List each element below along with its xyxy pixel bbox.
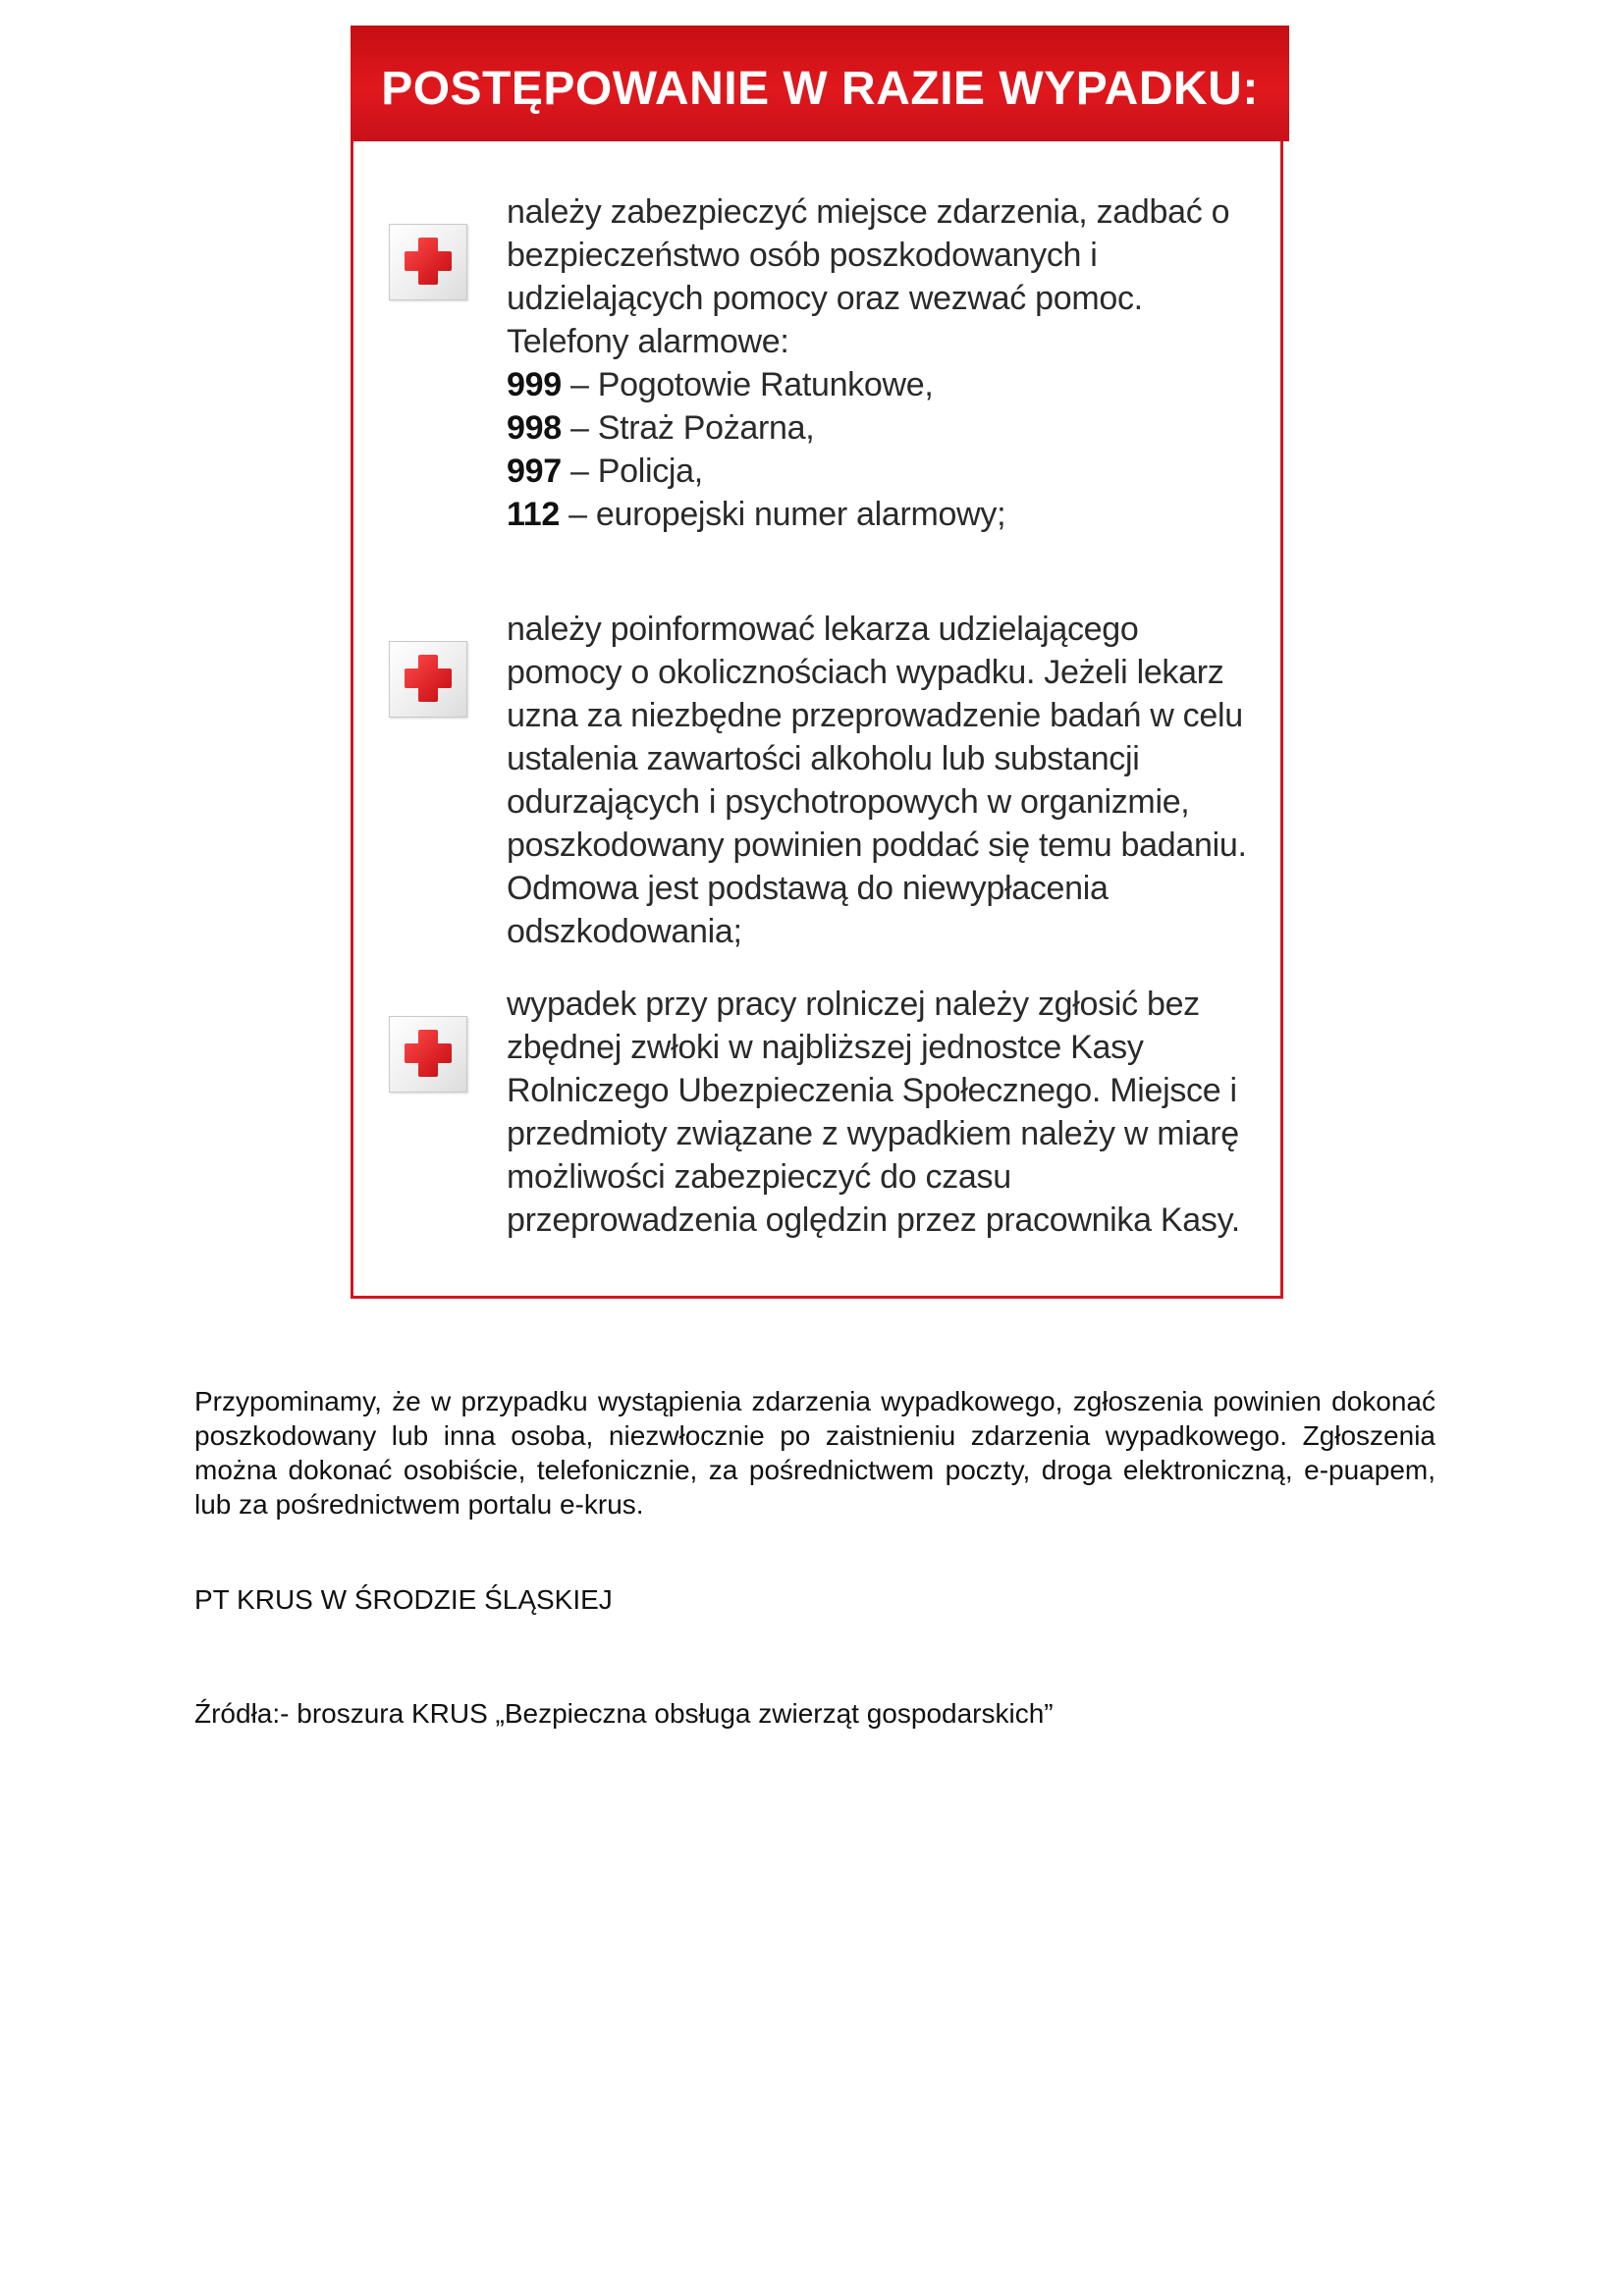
phone-service: – Policja, bbox=[561, 453, 703, 490]
procedure-item-text bbox=[507, 983, 1253, 1242]
emergency-phone-entry bbox=[507, 493, 1253, 536]
infographic-header bbox=[351, 26, 1289, 141]
emergency-phone-entry bbox=[507, 363, 1253, 406]
red-cross-icon bbox=[389, 1016, 467, 1093]
sources-line: Źródła:- broszura KRUS „Bezpieczna obsługa zwierząt gospodarskich” bbox=[194, 1698, 1054, 1729]
phone-service: – europejski numer alarmowy; bbox=[559, 496, 1006, 533]
accident-procedure-infographic bbox=[351, 26, 1283, 1299]
emergency-phones-label: Telefony alarmowe: bbox=[507, 323, 789, 360]
report-accident-text: wypadek przy pracy rolniczej należy zgłosić bez zbędnej zwłoki w najbliższej jednostce Kasy Rolniczego Ubezpieczenia Społecznego. Miejsce i przedmioty związane z wypadkiem należy w miarę możliwości zabezpieczyć do czasu przeprowadzenia oględzin przez pracownika Kasy. bbox=[507, 986, 1240, 1239]
red-cross-icon bbox=[389, 224, 467, 300]
phone-number: 999 bbox=[507, 366, 562, 403]
secure-scene-text: należy zabezpieczyć miejsce zdarzenia, zadbać o bezpieczeństwo osób poszkodowanych i udzielających pomocy oraz wezwać pomoc. bbox=[507, 193, 1230, 317]
red-cross-icon bbox=[389, 641, 467, 718]
phone-service: – Pogotowie Ratunkowe, bbox=[561, 366, 934, 403]
phone-number: 112 bbox=[507, 496, 560, 533]
phone-service: – Straż Pożarna, bbox=[561, 409, 815, 447]
procedure-item-text bbox=[507, 190, 1253, 536]
procedure-item-text bbox=[507, 608, 1253, 953]
emergency-phone-entry bbox=[507, 406, 1253, 450]
phone-number: 997 bbox=[507, 453, 562, 490]
emergency-phone-entry bbox=[507, 450, 1253, 493]
phone-number: 998 bbox=[507, 409, 562, 447]
infographic-title: POSTĘPOWANIE W RAZIE WYPADKU: bbox=[381, 62, 1259, 115]
signature-line: PT KRUS W ŚRODZIE ŚLĄSKIEJ bbox=[194, 1584, 613, 1615]
emergency-phone-list bbox=[507, 363, 1253, 536]
reminder-paragraph: Przypominamy, że w przypadku wystąpienia zdarzenia wypadkowego, zgłoszenia powinien dokonać poszkodowany lub inna osoba, niezwłocznie po zaistnieniu zdarzenia wypadkowego. Zgłoszenia można dokonać osobiście, telefonicznie, za pośrednictwem poczty, droga elektroniczną, e-puapem, lub za pośrednictwem portalu e-krus. bbox=[194, 1386, 1435, 1520]
inform-doctor-text: należy poinformować lekarza udzielającego pomocy o okolicznościach wypadku. Jeżeli lekarz uzna za niezbędne przeprowadzenie badań w celu ustalenia zawartości alkoholu lub substancji odurzających i psychotropowych w organizmie, poszkodowany powinien poddać się temu badaniu. Odmowa jest podstawą do niewypłacenia odszkodowania; bbox=[507, 611, 1247, 950]
